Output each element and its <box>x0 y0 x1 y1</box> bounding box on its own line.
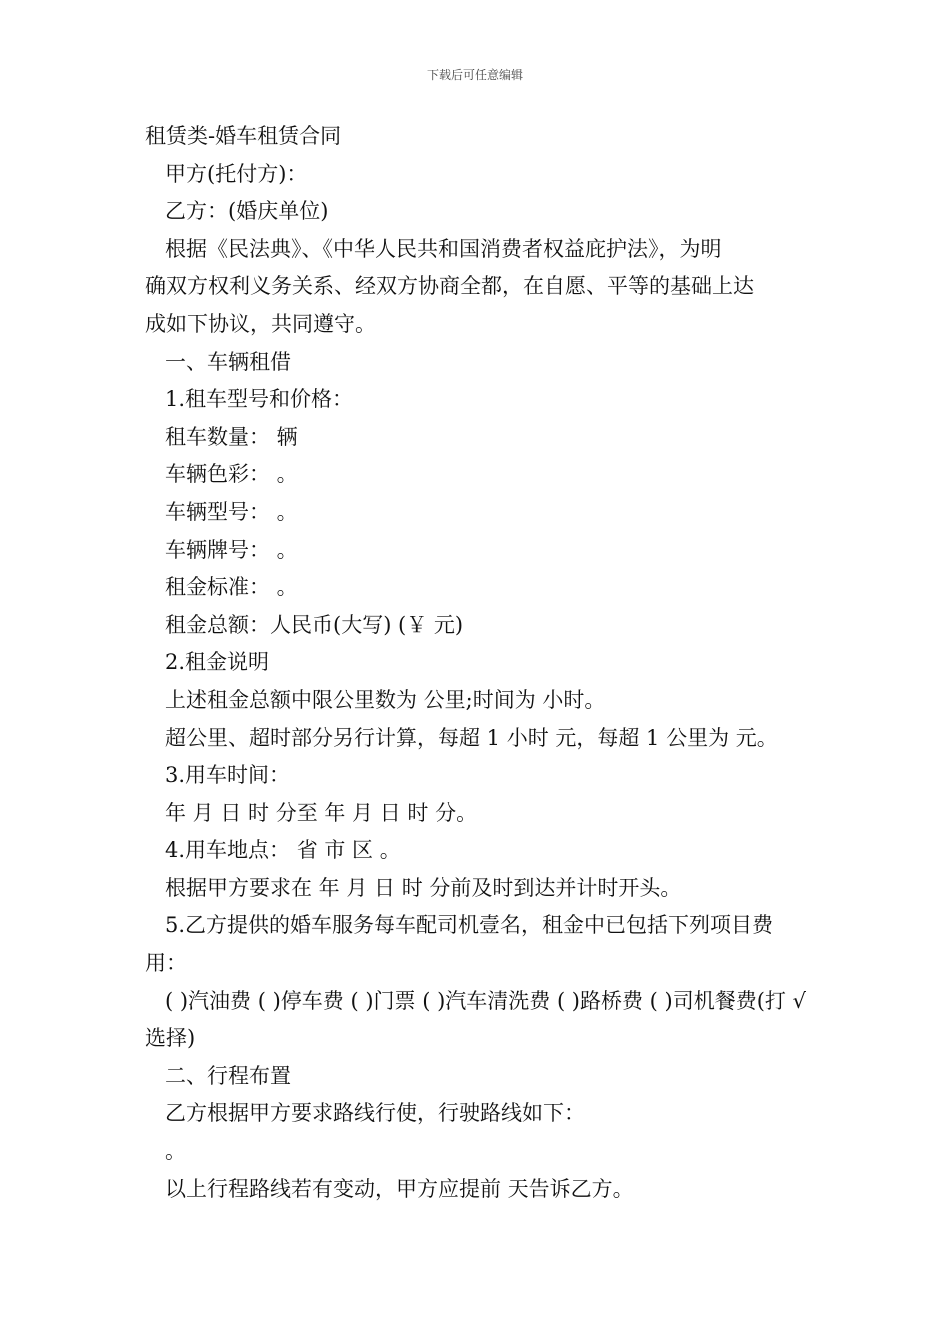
field-rent-total: 租金总额：人民币(大写) (￥ 元) <box>165 612 464 637</box>
intro-line: 成如下协议，共同遵守。 <box>145 311 376 336</box>
item-title: 3.用车时间： <box>165 763 291 788</box>
options-line: 选择) <box>145 1026 196 1051</box>
section-heading: 二、行程布置 <box>165 1063 291 1088</box>
field-license-plate: 车辆牌号： 。 <box>165 537 298 562</box>
paragraph-line: 用： <box>145 951 187 976</box>
paragraph-line: 上述租金总额中限公里数为 公里;时间为 小时。 <box>165 687 606 712</box>
page-header: 下载后可任意编辑 <box>426 68 523 82</box>
contract-document <box>145 118 817 1208</box>
paragraph-line: 根据甲方要求在 年 月 日 时 分前及时到达并计时开头。 <box>165 875 682 900</box>
section-heading: 一、车辆租借 <box>165 349 291 374</box>
item-title: 1.租车型号和价格： <box>165 387 354 412</box>
item-title: 4.用车地点： 省 市 区 。 <box>165 838 401 863</box>
options-line: ( )汽油费 ( )停车费 ( )门票 ( )汽车清洗费 ( )路桥费 ( )司机餐费(打 √ <box>165 988 806 1013</box>
paragraph-line: 以上行程路线若有变动，甲方应提前 天告诉乙方。 <box>165 1176 634 1201</box>
field-vehicle-model: 车辆型号： 。 <box>165 499 298 524</box>
item-title: 5.乙方提供的婚车服务每车配司机壹名，租金中已包括下列项目费 <box>165 913 774 938</box>
paragraph-line: 超公里、超时部分另行计算，每超 1 小时 元，每超 1 公里为 元。 <box>165 725 778 750</box>
field-rent-standard: 租金标准： 。 <box>165 575 298 600</box>
intro-line: 根据《民法典》、《中华人民共和国消费者权益庇护法》，为明 <box>165 236 722 261</box>
party-b-line: 乙方：(婚庆单位) <box>165 199 329 224</box>
field-rental-quantity: 租车数量： 辆 <box>165 424 298 449</box>
item-title: 2.租金说明 <box>165 650 270 675</box>
party-a-line: 甲方(托付方)： <box>165 161 308 186</box>
paragraph-line: 乙方根据甲方要求路线行使，行驶路线如下： <box>165 1101 585 1126</box>
document-title: 租赁类-婚车租赁合同 <box>145 124 342 148</box>
paragraph-line: 年 月 日 时 分至 年 月 日 时 分。 <box>165 800 478 825</box>
intro-line: 确双方权利义务关系、经双方协商全都，在自愿、平等的基础上达 <box>145 274 754 299</box>
paragraph-line: 。 <box>165 1139 186 1164</box>
field-vehicle-color: 车辆色彩： 。 <box>165 462 298 487</box>
